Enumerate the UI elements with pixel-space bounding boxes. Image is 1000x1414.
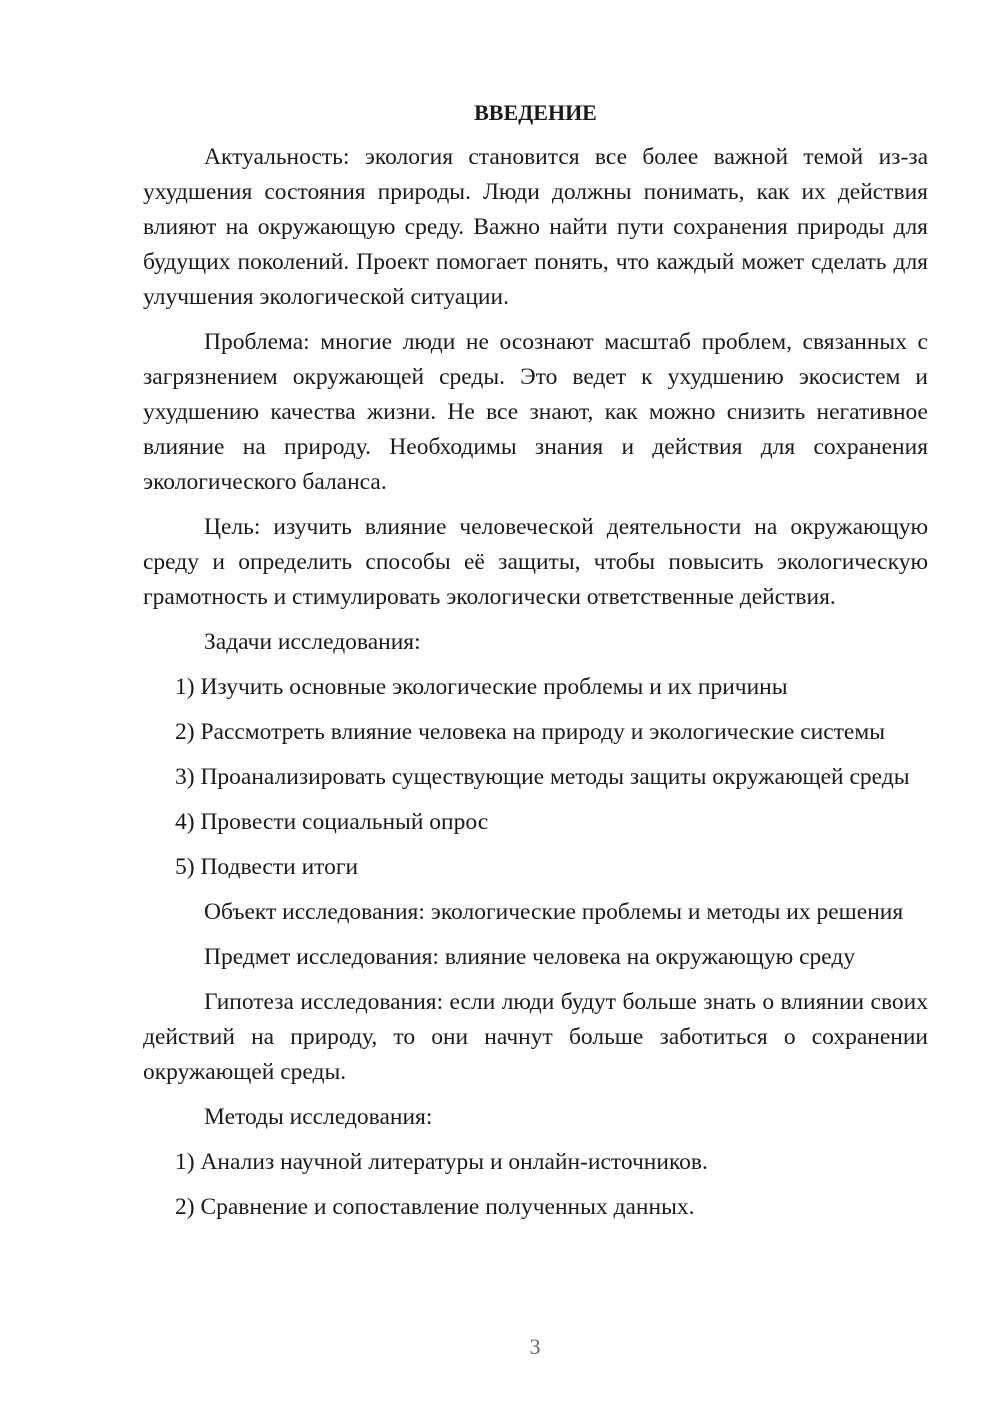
task-item: 3) Проанализировать существующие методы защиты окружающей среды <box>175 764 910 790</box>
methods-heading: Методы исследования: <box>204 1104 433 1130</box>
subject-paragraph: Предмет исследования: влияние человека на окружающую среду <box>204 944 856 970</box>
hypothesis-paragraph: Гипотеза исследования: если люди будут больше знать о влиянии своих действий на природу, то они начнут больше заботиться о сохранении окружающей среды. <box>143 989 928 1085</box>
task-item: 1) Изучить основные экологические проблемы и их причины <box>175 674 788 700</box>
task-item: 2) Рассмотреть влияние человека на природу и экологические системы <box>175 719 886 745</box>
method-item: 2) Сравнение и сопоставление полученных данных. <box>175 1194 695 1220</box>
goal-paragraph: Цель: изучить влияние человеческой деятельности на окружающую среду и определить способы её защиты, чтобы повысить экологическую грамотность и стимулировать экологически ответственные действия. <box>143 514 928 610</box>
section-title: ВВЕДЕНИЕ <box>474 100 597 125</box>
page-content <box>143 95 928 1235</box>
object-paragraph: Объект исследования: экологические проблемы и методы их решения <box>204 899 904 925</box>
task-item: 5) Подвести итоги <box>175 854 359 880</box>
problem-paragraph: Проблема: многие люди не осознают масштаб проблем, связанных с загрязнением окружающей среды. Это ведет к ухудшению экосистем и ухудшению качества жизни. Не все знают, как можно снизить негативное влияние на природу. Необходимы знания и действия для сохранения экологического баланса. <box>143 329 928 495</box>
method-item: 1) Анализ научной литературы и онлайн-источников. <box>175 1149 708 1175</box>
page-number: 3 <box>529 1334 541 1359</box>
task-item: 4) Провести социальный опрос <box>175 809 489 835</box>
actuality-paragraph: Актуальность: экология становится все более важной темой из-за ухудшения состояния природы. Люди должны понимать, как их действия влияют на окружающую среду. Важно найти пути сохранения природы для будущих поколений. Проект помогает понять, что каждый может сделать для улучшения экологической ситуации. <box>143 144 928 310</box>
tasks-heading: Задачи исследования: <box>204 629 421 655</box>
